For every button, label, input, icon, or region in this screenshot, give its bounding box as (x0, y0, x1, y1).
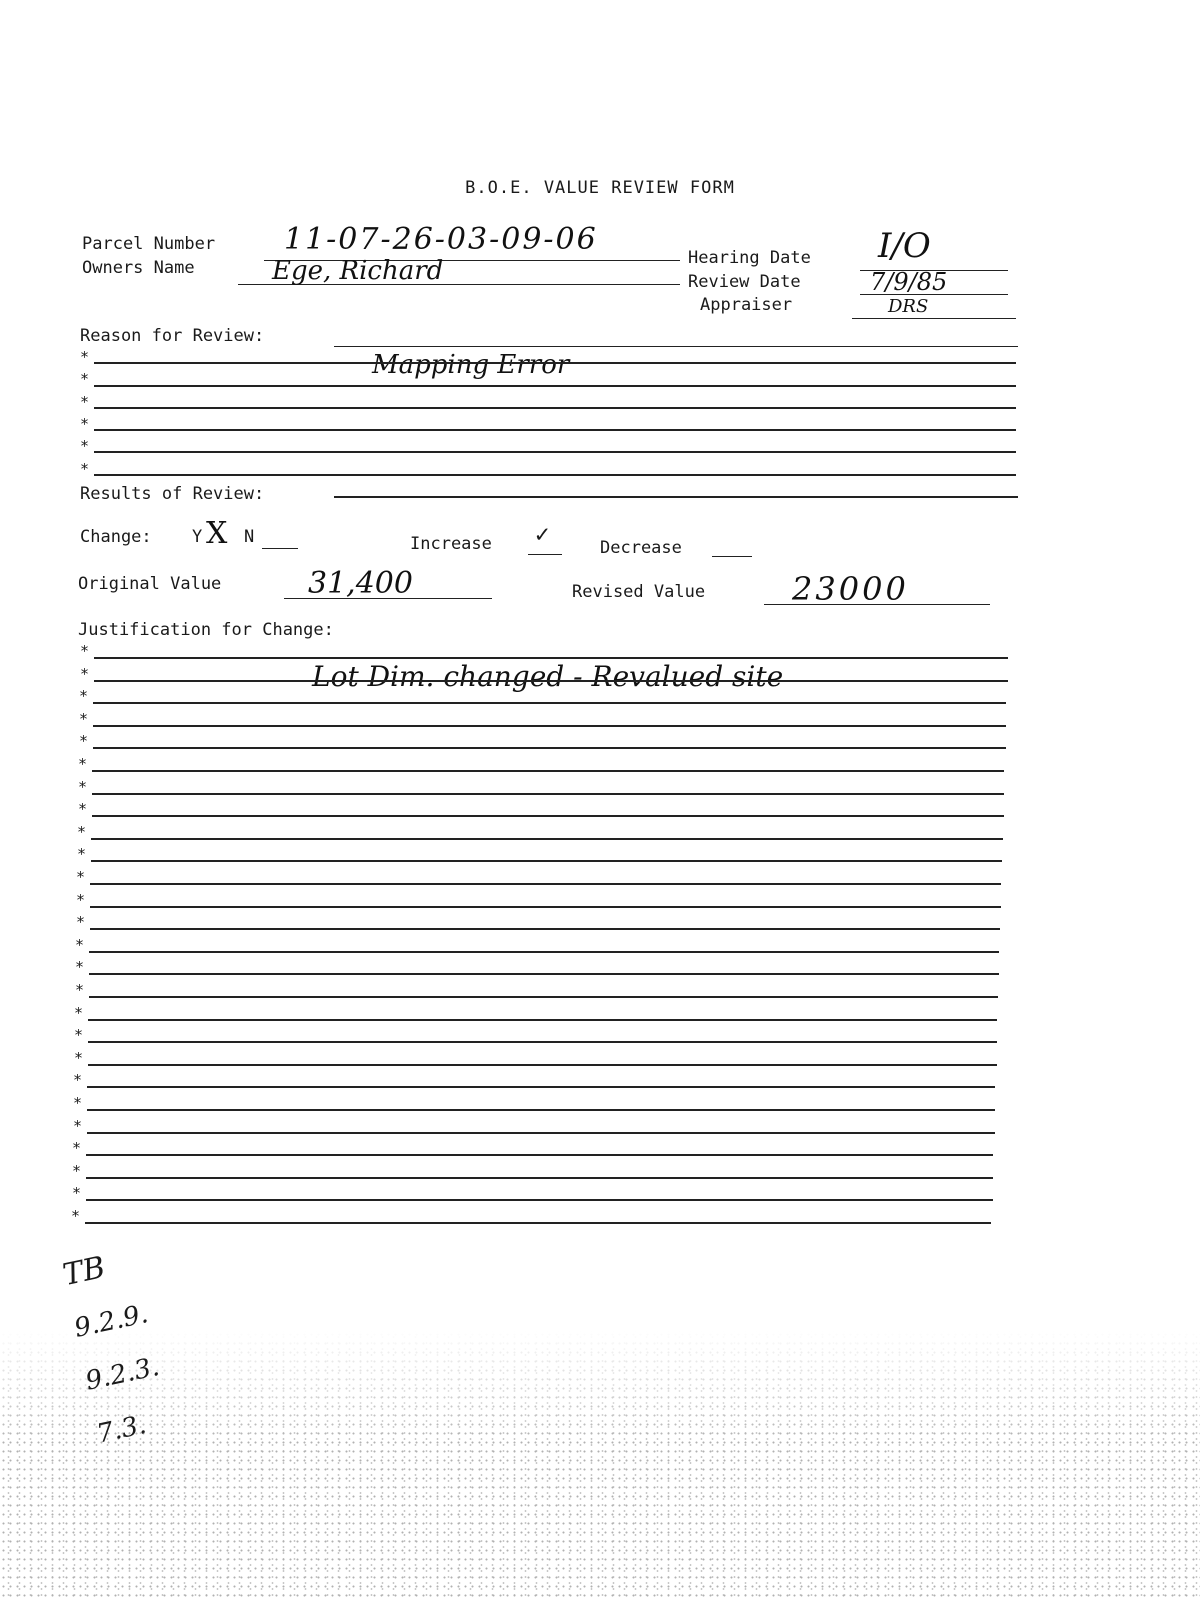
margin-note: 9.2.9. (71, 1299, 151, 1344)
justification-rule (89, 996, 998, 998)
justification-rule (92, 793, 1004, 795)
change-y-mark: X (206, 516, 228, 551)
justification-rule (85, 1222, 991, 1224)
original-value: 31,400 (308, 566, 413, 601)
parcel-number-value: 11-07-26-03-09-06 (284, 222, 598, 257)
justification-value: Lot Dim. changed - Revalued site (312, 660, 784, 693)
line-marker: * (76, 913, 86, 931)
justification-rule (93, 725, 1006, 727)
line-marker: * (73, 1071, 83, 1089)
line-marker: * (80, 665, 90, 683)
change-n-option: N (244, 527, 255, 547)
margin-note: 9.2.3. (82, 1351, 162, 1397)
line-marker: * (75, 981, 85, 999)
reason-rule (94, 474, 1016, 476)
line-marker: * (79, 710, 89, 728)
justification-rule (87, 1086, 995, 1088)
increase-label: Increase (410, 534, 492, 554)
justification-rule (93, 747, 1006, 749)
justification-rule (92, 815, 1004, 817)
reason-header-line (334, 346, 1018, 347)
line-marker: * (73, 1094, 83, 1112)
decrease-line (712, 556, 752, 557)
margin-note: 7.3. (94, 1409, 149, 1450)
line-marker: * (78, 755, 88, 773)
line-marker: * (80, 642, 90, 660)
line-marker: * (80, 370, 90, 388)
justification-rule (88, 1041, 997, 1043)
justification-rule (90, 928, 1000, 930)
owners-name-label: Owners Name (82, 258, 195, 278)
reason-rule (94, 385, 1016, 387)
justification-rule (87, 1109, 995, 1111)
appraiser-value: DRS (888, 296, 929, 317)
justification-rule (94, 657, 1008, 659)
justification-rule (90, 906, 1001, 908)
parcel-number-label: Parcel Number (82, 234, 216, 254)
justification-rule (89, 951, 999, 953)
form-title: B.O.E. VALUE REVIEW FORM (465, 178, 735, 198)
line-marker: * (73, 1117, 83, 1135)
results-of-review-label: Results of Review: (80, 484, 265, 504)
justification-rule (86, 1154, 993, 1156)
reason-rule (94, 451, 1016, 453)
change-y-option: Y (192, 527, 203, 547)
justification-rule (87, 1132, 995, 1134)
line-marker: * (79, 732, 89, 750)
justification-rule (93, 702, 1006, 704)
justification-rule (94, 680, 1008, 682)
line-marker: * (80, 437, 90, 455)
review-date-value: 7/9/85 (870, 268, 948, 296)
hearing-date-label: Hearing Date (688, 248, 811, 268)
line-marker: * (72, 1184, 82, 1202)
line-marker: * (77, 845, 87, 863)
line-marker: * (80, 415, 90, 433)
justification-rule (90, 883, 1001, 885)
justification-rule (92, 770, 1004, 772)
reason-rule (94, 362, 1016, 364)
decrease-label: Decrease (600, 538, 682, 558)
justification-rule (91, 860, 1002, 862)
reason-for-review-label: Reason for Review: (80, 326, 265, 346)
owners-name-value: Ege, Richard (272, 256, 444, 286)
line-marker: * (71, 1207, 81, 1225)
justification-label: Justification for Change: (78, 620, 334, 640)
justification-rule (91, 838, 1003, 840)
justification-rule (89, 973, 999, 975)
line-marker: * (74, 1049, 84, 1067)
line-marker: * (74, 1004, 84, 1022)
review-date-label: Review Date (688, 272, 801, 292)
appraiser-label: Appraiser (700, 295, 793, 315)
increase-check-mark: ✓ (535, 520, 550, 548)
line-marker: * (80, 348, 90, 366)
line-marker: * (78, 800, 88, 818)
line-marker: * (80, 460, 90, 478)
reason-rule (94, 429, 1016, 431)
increase-line (528, 554, 562, 555)
reason-for-review-value: Mapping Error (372, 350, 570, 380)
line-marker: * (74, 1026, 84, 1044)
scan-noise (0, 1330, 1200, 1600)
appraiser-line (852, 318, 1016, 319)
revised-value-label: Revised Value (572, 582, 706, 602)
line-marker: * (72, 1162, 82, 1180)
hearing-date-value: I/O (878, 226, 931, 266)
justification-rule (86, 1199, 993, 1201)
line-marker: * (76, 868, 86, 886)
line-marker: * (77, 823, 87, 841)
change-label: Change: (80, 527, 152, 547)
line-marker: * (78, 778, 88, 796)
justification-rule (86, 1177, 993, 1179)
justification-rule (88, 1064, 997, 1066)
reason-rule (94, 407, 1016, 409)
revised-value: 23000 (792, 570, 909, 608)
line-marker: * (76, 891, 86, 909)
change-n-line (262, 548, 298, 549)
results-rule (334, 496, 1018, 498)
line-marker: * (75, 936, 85, 954)
line-marker: * (79, 687, 89, 705)
line-marker: * (72, 1139, 82, 1157)
original-value-label: Original Value (78, 574, 222, 594)
line-marker: * (80, 393, 90, 411)
justification-rule (88, 1019, 997, 1021)
line-marker: * (75, 958, 85, 976)
margin-note: TB (59, 1250, 109, 1294)
